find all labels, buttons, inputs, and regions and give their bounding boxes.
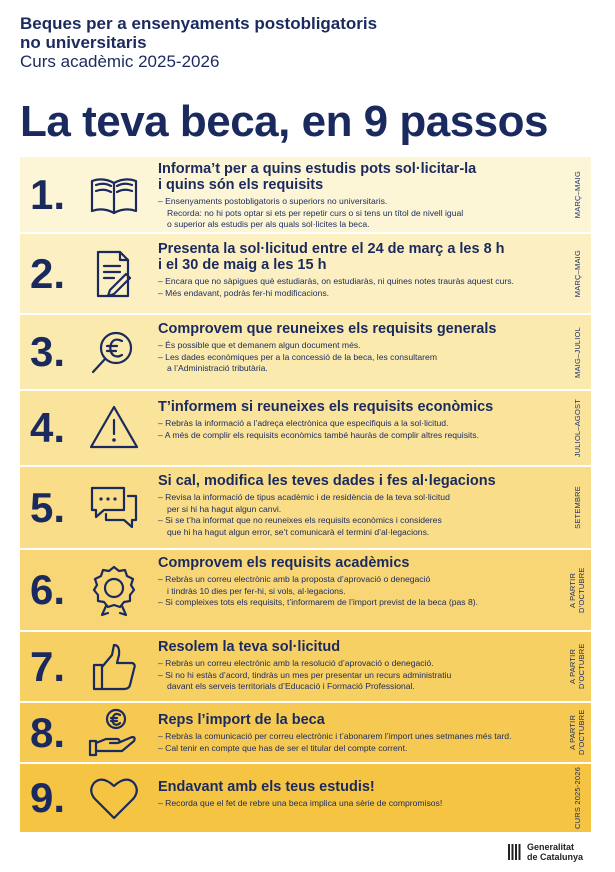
step-detail-line: – Rebràs la informació a l’adreça electrònica que especifiquis a la sol·licitud. [158, 418, 449, 428]
step-period [563, 157, 591, 232]
step-detail-line: a l’Administració tributària. [167, 363, 268, 374]
step-number: 1. [30, 170, 66, 218]
step-detail-line: – Rebràs un correu electrònic amb la resolució d’aprovació o denegació. [158, 658, 434, 668]
step-period-label: MARÇ–MAIG [572, 170, 582, 219]
step-detail-line: – Ensenyaments postobligatoris o superiors no universitaris. [158, 196, 388, 206]
step-period-label: A PARTIR D’OCTUBRE [568, 567, 586, 613]
step-title: Reps l’import de la beca [158, 712, 325, 728]
step-content [158, 241, 551, 299]
step-period-label: JULIOL–AGOST [572, 398, 582, 458]
step-number: 5. [30, 483, 66, 531]
heart-icon [86, 770, 142, 826]
step-detail-line: – Si compleixes tots els requisits, t’informarem de l’import previst de la beca (pas 8). [158, 597, 479, 608]
step-detail-line: – Rebràs un correu electrònic amb la proposta d’aprovació o denegació [158, 574, 431, 584]
step-title: Informa’t per a quins estudis pots sol·licitar-la [158, 161, 477, 177]
step-detail-line: – Més endavant, podràs fer-hi modificacions. [158, 287, 330, 298]
award-badge-icon [86, 562, 142, 618]
step-detail-line: davant els serveis territorials d’Educació i Formació Professional. [167, 681, 415, 692]
logo-line-1: Generalitat [527, 842, 575, 852]
step-period [563, 764, 591, 832]
step-detail-line: – Les dades econòmiques per a la concessió de la beca, les consultarem [158, 351, 437, 362]
step-2 [20, 234, 591, 313]
generalitat-emblem-icon [508, 844, 522, 860]
step-title: Presenta la sol·licitud entre el 24 de març a les 8 h [158, 241, 505, 257]
step-detail-line: – Revisa la informació de tipus acadèmic i de residència de la teva sol·licitud [158, 492, 450, 502]
step-detail-line: per si hi ha hagut algun canvi. [167, 503, 282, 514]
step-detail-line: Recorda: no hi pots optar si ets per repetir curs o si tens un títol de nivell igual [167, 207, 464, 218]
step-title: Comprovem els requisits acadèmics [158, 555, 410, 571]
step-content [158, 639, 551, 693]
step-title: Resolem la teva sol·licitud [158, 639, 341, 655]
generalitat-logo [508, 842, 583, 862]
hand-euro-icon [86, 705, 142, 761]
step-content [158, 321, 551, 375]
step-detail-line: – A més de complir els requisits econòmics també hauràs de complir altres requisits. [158, 429, 479, 440]
step-number: 7. [30, 642, 66, 690]
step-period-label: MARÇ–MAIG [572, 249, 582, 298]
step-period-label: CURS 2025-2026 [572, 766, 582, 829]
page-title: La teva beca, en 9 passos [20, 97, 549, 146]
document-edit-icon [86, 246, 142, 302]
step-content [158, 161, 551, 231]
step-title: i quins són els requisits [158, 177, 324, 193]
subtitle-line-1: Beques per a ensenyaments postobligatoris [20, 14, 378, 33]
step-6 [20, 550, 591, 630]
step-content [158, 399, 551, 441]
step-title: Si cal, modifica les teves dades i fes al·legacions [158, 473, 496, 489]
step-detail-line: – Si se t’ha informat que no reuneixes els requisits econòmics i consideres [158, 515, 442, 526]
step-number: 3. [30, 328, 66, 375]
step-period [563, 703, 591, 762]
step-detail-line: – Si no hi estàs d’acord, tindràs un mes per presentar un recurs administratiu [158, 669, 452, 680]
step-number: 4. [30, 404, 66, 451]
step-detail-line: i tindràs 10 dies per fer-hi, si vols, al·legacions. [167, 585, 346, 596]
step-3 [20, 315, 591, 389]
step-number: 6. [30, 566, 66, 613]
step-number: 8. [30, 708, 66, 756]
step-content [158, 712, 551, 754]
academic-year: Curs acadèmic 2025-2026 [20, 52, 220, 71]
step-detail-line: – És possible que et demanem algun document més. [158, 340, 361, 350]
book-icon [86, 167, 142, 223]
step-content [158, 779, 551, 810]
chat-bubbles-icon [86, 480, 142, 536]
step-title: Endavant amb els teus estudis! [158, 779, 375, 795]
step-period-label: A PARTIR D’OCTUBRE [568, 643, 586, 690]
header [20, 14, 600, 72]
step-content [158, 473, 551, 538]
step-4 [20, 391, 591, 465]
euro-magnifier-icon [86, 324, 142, 380]
step-title: i el 30 de maig a les 15 h [158, 257, 327, 273]
step-title: T’informem si reuneixes els requisits econòmics [158, 399, 494, 415]
step-number: 2. [30, 249, 66, 297]
step-detail-line: o superior als estudis per als quals sol·licites la beca. [167, 219, 370, 230]
step-period [563, 550, 591, 630]
step-title: Comprovem que reuneixes els requisits generals [158, 321, 497, 337]
step-detail-line: – Cal tenir en compte que has de ser el titular del compte corrent. [158, 742, 408, 753]
step-7 [20, 632, 591, 701]
step-period [563, 391, 591, 465]
step-period [563, 315, 591, 389]
subtitle-line-2: no universitaris [20, 33, 147, 52]
step-9 [20, 764, 591, 832]
step-period [563, 467, 591, 548]
thumbs-up-icon [86, 639, 142, 695]
step-detail-line: que hi ha hagut algun error, se’t comunicarà el termini d’al·legacions. [167, 526, 430, 537]
step-detail-line: – Recorda que el fet de rebre una beca implica una sèrie de compromisos! [158, 798, 443, 808]
step-8 [20, 703, 591, 762]
step-period [563, 234, 591, 313]
step-5 [20, 467, 591, 548]
step-detail-line: – Rebràs la comunicació per correu electrònic i t’abonarem l’import unes setmanes més tard. [158, 731, 512, 741]
step-1 [20, 157, 591, 232]
step-period-label: SETEMBRE [572, 486, 582, 529]
step-detail-line: – Encara que no sàpigues què estudiaràs, on estudiaràs, ni quines notes trauràs aquest curs. [158, 276, 514, 286]
warning-icon [86, 400, 142, 456]
step-content [158, 555, 551, 609]
step-period-label: A PARTIR D’OCTUBRE [568, 709, 586, 756]
step-number: 9. [30, 774, 66, 821]
step-period [563, 632, 591, 701]
step-period-label: MAIG–JULIOL [572, 326, 582, 378]
logo-line-2: de Catalunya [527, 852, 584, 862]
